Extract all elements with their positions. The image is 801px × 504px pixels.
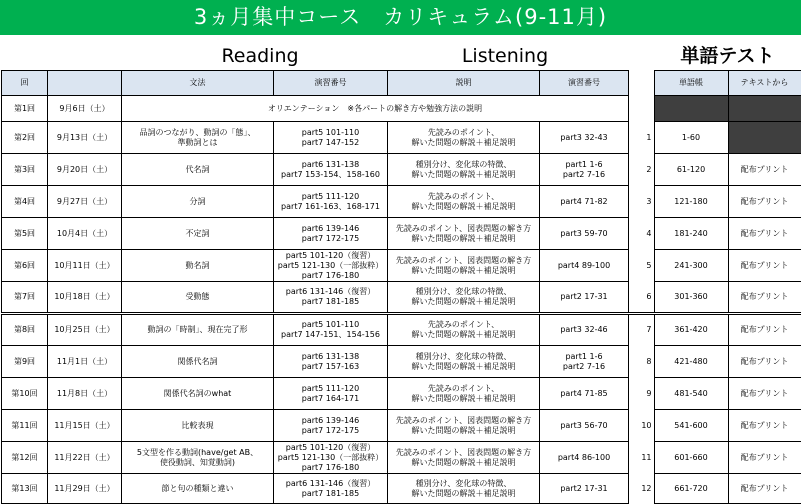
- header-grammar: 文法: [122, 71, 274, 96]
- wordbook-range: 601-660: [654, 442, 728, 474]
- test-number: 12: [641, 483, 652, 493]
- grammar-topic: 分詞: [122, 186, 274, 218]
- header-date: [48, 71, 122, 96]
- reading-section-heading: Reading: [221, 45, 299, 67]
- table-row: [2, 218, 629, 250]
- reading-exercise: part5 111-120 part7 164-171: [274, 378, 388, 410]
- vocab-row: [629, 282, 801, 314]
- lesson-number: 第7回: [2, 282, 48, 314]
- text-source: 配布プリント: [728, 346, 801, 378]
- lesson-date: 10月4日（土）: [48, 218, 122, 250]
- wordbook-range: 121-180: [654, 186, 728, 218]
- grammar-topic: 動詞の「時制」、現在完了形: [122, 314, 274, 346]
- lesson-number: 第2回: [2, 122, 48, 154]
- vocab-row: [629, 96, 801, 122]
- table-row: [2, 314, 629, 346]
- reading-exercise: part5 101-110 part7 147-152: [274, 122, 388, 154]
- grammar-topic: 受動態: [122, 282, 274, 314]
- grammar-topic: 比較表現: [122, 410, 274, 442]
- wordbook-range: 541-600: [654, 410, 728, 442]
- lesson-number: 第6回: [2, 250, 48, 282]
- listening-exercise: part3 59-70: [540, 218, 629, 250]
- table-row: [2, 154, 629, 186]
- text-source: 配布プリント: [728, 474, 801, 504]
- test-number: 11: [641, 452, 652, 462]
- grammar-topic: 節と句の種類と違い: [122, 474, 274, 504]
- text-source: 配布プリント: [728, 314, 801, 346]
- vocab-row: [629, 474, 801, 504]
- lesson-number: 第3回: [2, 154, 48, 186]
- text-source: 配布プリント: [728, 154, 801, 186]
- lesson-number: 第4回: [2, 186, 48, 218]
- grammar-topic: 品詞のつながり、動詞の「態」、 準動詞とは: [122, 122, 274, 154]
- wordbook-range: 481-540: [654, 378, 728, 410]
- test-number: 3: [646, 196, 652, 206]
- text-source: 配布プリント: [728, 442, 801, 474]
- test-number: 1: [646, 132, 652, 142]
- reading-exercise: part6 131-138 part7 157-163: [274, 346, 388, 378]
- test-number: 7: [629, 314, 654, 346]
- wordbook-range: 661-720: [654, 474, 728, 504]
- curriculum-table: [1, 70, 629, 504]
- text-source: 配布プリント: [728, 378, 801, 410]
- lesson-date: 10月11日（土）: [48, 250, 122, 282]
- vocab-row: [629, 378, 801, 410]
- table-row: [2, 282, 629, 314]
- listening-explanation: 先読みのポイント、 解いた問題の解説＋補足説明: [388, 378, 540, 410]
- lesson-number: 第11回: [2, 410, 48, 442]
- lesson-date: 11月22日（土）: [48, 442, 122, 474]
- table-row: [2, 474, 629, 504]
- lesson-date: 9月6日（土）: [48, 96, 122, 122]
- listening-exercise: part3 56-70: [540, 410, 629, 442]
- vocab-row: [629, 218, 801, 250]
- listening-exercise: part2 17-31: [540, 282, 629, 314]
- orientation-note: オリエンテーション ※各パートの解き方や勉強方法の説明: [122, 96, 629, 122]
- table-row: [2, 122, 629, 154]
- test-number: 9: [646, 388, 652, 398]
- reading-exercise: part5 101-120（復習） part5 121-130（一部抜粋） part7 176-180: [274, 442, 388, 474]
- text-source: 配布プリント: [728, 410, 801, 442]
- text-source: 配布プリント: [728, 282, 801, 314]
- lesson-date: 9月27日（土）: [48, 186, 122, 218]
- header-reading-exercise: 演習番号: [274, 71, 388, 96]
- vocab-row: [629, 314, 801, 346]
- test-number: 8: [646, 356, 652, 366]
- listening-explanation: 先読みのポイント、 解いた問題の解説＋補足説明: [388, 186, 540, 218]
- vocab-row: [629, 250, 801, 282]
- lesson-number: 第5回: [2, 218, 48, 250]
- wordbook-range: 421-480: [654, 346, 728, 378]
- listening-explanation: 種別分け、変化球の特徴、 解いた問題の解説＋補足説明: [388, 154, 540, 186]
- listening-exercise: part3 32-46: [540, 314, 629, 346]
- vocab-row: [629, 122, 801, 154]
- vocab-row: [629, 346, 801, 378]
- lesson-date: 11月29日（土）: [48, 474, 122, 504]
- listening-explanation: 先読みのポイント、図表問題の解き方 解いた問題の解説＋補足説明: [388, 410, 540, 442]
- header-listening-exercise: 演習番号: [540, 71, 629, 96]
- lesson-date: 9月20日（土）: [48, 154, 122, 186]
- course-title-banner: 3ヵ月集中コース カリキュラム(9-11月): [0, 0, 801, 35]
- vocab-header-gap: [629, 71, 654, 96]
- listening-section-heading: Listening: [461, 45, 549, 67]
- test-number: 4: [646, 228, 652, 238]
- listening-explanation: 種別分け、変化球の特徴、 解いた問題の解説＋補足説明: [388, 474, 540, 504]
- lesson-number: 第9回: [2, 346, 48, 378]
- header-wordbook: 単語帳: [654, 71, 728, 96]
- table-row: [2, 186, 629, 218]
- table-row: [2, 410, 629, 442]
- grammar-topic: 代名詞: [122, 154, 274, 186]
- header-text: テキストから: [728, 71, 801, 96]
- listening-exercise: part4 86-100: [540, 442, 629, 474]
- listening-exercise: part3 32-43: [540, 122, 629, 154]
- wordbook-range: 241-300: [654, 250, 728, 282]
- wordbook-range: 1-60: [654, 122, 728, 154]
- lesson-date: 11月1日（土）: [48, 346, 122, 378]
- grammar-topic: 5文型を作る動詞(have/get AB、 使役動詞、知覚動詞): [122, 442, 274, 474]
- table-row: [2, 442, 629, 474]
- test-number: 6: [646, 291, 652, 301]
- lesson-number: 第10回: [2, 378, 48, 410]
- vocab-test-section-heading: 単語テスト: [680, 45, 775, 67]
- listening-explanation: 先読みのポイント、 解いた問題の解説＋補足説明: [388, 314, 540, 346]
- reading-exercise: part5 111-120 part7 161-163、168-171: [274, 186, 388, 218]
- text-source: 配布プリント: [728, 186, 801, 218]
- listening-exercise: part2 17-31: [540, 474, 629, 504]
- table-row: [2, 96, 629, 122]
- wordbook-range: 61-120: [654, 154, 728, 186]
- reading-exercise: part5 101-120（復習） part5 121-130（一部抜粋） part7 176-180: [274, 250, 388, 282]
- wordbook-range: [654, 96, 728, 122]
- grammar-topic: 関係代名詞のwhat: [122, 378, 274, 410]
- lesson-date: 11月15日（土）: [48, 410, 122, 442]
- lesson-number: 第1回: [2, 96, 48, 122]
- test-number: [629, 96, 654, 122]
- lesson-date: 10月18日（土）: [48, 282, 122, 314]
- listening-exercise: part4 89-100: [540, 250, 629, 282]
- grammar-topic: 動名詞: [122, 250, 274, 282]
- wordbook-range: 301-360: [654, 282, 728, 314]
- text-source: 配布プリント: [728, 250, 801, 282]
- lesson-date: 10月25日（土）: [48, 314, 122, 346]
- test-number: 5: [646, 260, 652, 270]
- header-kai: 回: [2, 71, 48, 96]
- grammar-topic: 不定詞: [122, 218, 274, 250]
- grammar-topic: 関係代名詞: [122, 346, 274, 378]
- listening-exercise: part4 71-85: [540, 378, 629, 410]
- test-number: 2: [646, 164, 652, 174]
- reading-exercise: part6 131-146（復習） part7 181-185: [274, 282, 388, 314]
- test-number: 10: [641, 420, 652, 430]
- text-source: [728, 122, 801, 154]
- lesson-number: 第13回: [2, 474, 48, 504]
- vocab-row: [629, 410, 801, 442]
- reading-exercise: part6 139-146 part7 172-175: [274, 218, 388, 250]
- listening-exercise: part1 1-6 part2 7-16: [540, 346, 629, 378]
- table-row: [2, 378, 629, 410]
- vocab-row: [629, 442, 801, 474]
- listening-exercise: part1 1-6 part2 7-16: [540, 154, 629, 186]
- reading-exercise: part6 139-146 part7 172-175: [274, 410, 388, 442]
- listening-explanation: 先読みのポイント、図表問題の解き方 解いた問題の解説＋補足説明: [388, 218, 540, 250]
- listening-explanation: 先読みのポイント、図表問題の解き方 解いた問題の解説＋補足説明: [388, 442, 540, 474]
- reading-exercise: part6 131-138 part7 153-154、158-160: [274, 154, 388, 186]
- header-explanation: 説明: [388, 71, 540, 96]
- vocab-table: [629, 70, 801, 504]
- lesson-number: 第8回: [2, 314, 48, 346]
- text-source: 配布プリント: [728, 218, 801, 250]
- lesson-date: 9月13日（土）: [48, 122, 122, 154]
- wordbook-range: 181-240: [654, 218, 728, 250]
- listening-explanation: 先読みのポイント、 解いた問題の解説＋補足説明: [388, 122, 540, 154]
- lesson-number: 第12回: [2, 442, 48, 474]
- vocab-row: [629, 154, 801, 186]
- vocab-row: [629, 186, 801, 218]
- table-row: [2, 250, 629, 282]
- text-source: [728, 96, 801, 122]
- wordbook-range: 361-420: [654, 314, 728, 346]
- lesson-date: 11月8日（土）: [48, 378, 122, 410]
- reading-exercise: part5 101-110 part7 147-151、154-156: [274, 314, 388, 346]
- reading-exercise: part6 131-146（復習） part7 181-185: [274, 474, 388, 504]
- table-row: [2, 346, 629, 378]
- listening-exercise: part4 71-82: [540, 186, 629, 218]
- listening-explanation: 種別分け、変化球の特徴、 解いた問題の解説＋補足説明: [388, 282, 540, 314]
- listening-explanation: 先読みのポイント、図表問題の解き方 解いた問題の解説＋補足説明: [388, 250, 540, 282]
- listening-explanation: 種別分け、変化球の特徴、 解いた問題の解説＋補足説明: [388, 346, 540, 378]
